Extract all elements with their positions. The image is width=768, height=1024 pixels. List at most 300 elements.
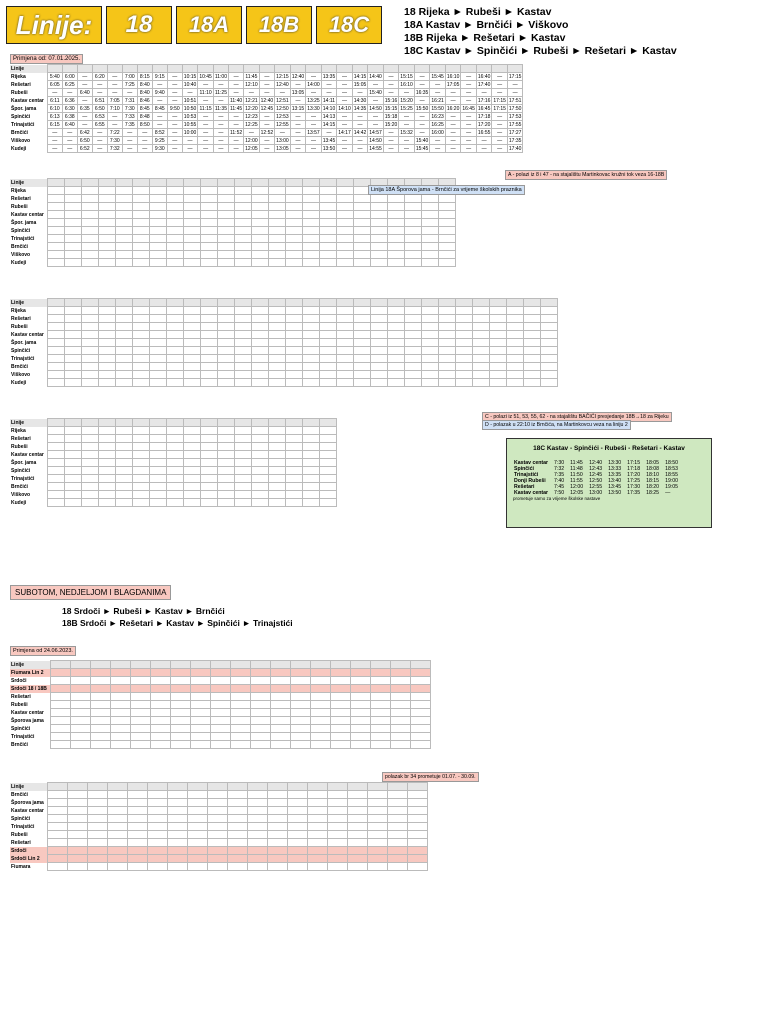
- time-cell: [230, 669, 250, 677]
- time-cell: [336, 371, 353, 379]
- time-cell: [149, 435, 166, 443]
- time-cell: [336, 355, 353, 363]
- time-cell: —: [92, 137, 107, 145]
- time-cell: [370, 717, 390, 725]
- time-cell: [387, 203, 404, 211]
- time-cell: [285, 203, 302, 211]
- time-cell: [98, 211, 115, 219]
- station-name: Špor. jama: [11, 219, 37, 226]
- time-cell: [210, 717, 230, 725]
- time-cell: [336, 219, 353, 227]
- time-cell: [302, 347, 319, 355]
- time-cell: [247, 831, 267, 839]
- time-cell: [115, 307, 132, 315]
- time-cell: 12:45: [260, 105, 274, 112]
- time-cell: [353, 363, 370, 371]
- time-cell: [370, 323, 387, 331]
- time-cell: [98, 315, 115, 323]
- time-cell: —: [445, 137, 461, 145]
- time-cell: [307, 863, 327, 871]
- time-cell: [132, 451, 149, 459]
- time-cell: —: [198, 145, 214, 153]
- time-cell: [132, 499, 149, 507]
- time-cell: [353, 323, 370, 331]
- time-cell: [287, 807, 307, 815]
- time-cell: 16:35: [415, 89, 429, 96]
- time-cell: [47, 339, 64, 347]
- time-cell: [472, 331, 489, 339]
- time-cell: [307, 823, 327, 831]
- time-cell: —: [77, 81, 92, 89]
- time-cell: [110, 725, 130, 733]
- time-cell: 6:13: [47, 113, 62, 121]
- time-cell: [387, 195, 404, 203]
- time-cell: —: [445, 129, 461, 137]
- time-cell: [407, 807, 427, 815]
- time-cell: [210, 693, 230, 701]
- time-cell: [410, 741, 430, 749]
- time-cell: [217, 211, 234, 219]
- time-cell: [200, 499, 217, 507]
- time-cell: [147, 863, 167, 871]
- time-cell: 14:13: [322, 113, 336, 120]
- time-cell: [47, 347, 64, 355]
- time-cell: [287, 855, 307, 863]
- time-cell: 11:45: [229, 105, 243, 112]
- time-cell: [310, 669, 330, 677]
- time-cell: 11:25: [214, 89, 227, 96]
- time-cell: 8:40: [137, 89, 152, 97]
- table-row: [10, 371, 557, 379]
- time-cell: [307, 839, 327, 847]
- time-cell: 12:23: [245, 113, 258, 120]
- time-cell: [115, 203, 132, 211]
- time-cell: 14:55: [369, 145, 382, 152]
- time-cell: [506, 355, 523, 363]
- time-cell: [410, 717, 430, 725]
- time-cell: [285, 475, 302, 483]
- time-cell: [327, 863, 347, 871]
- station-name: Kastav centar: [11, 451, 44, 458]
- time-cell: [147, 815, 167, 823]
- time-cell: 17:16: [477, 97, 491, 104]
- time-cell: [47, 203, 64, 211]
- time-cell: [217, 315, 234, 323]
- time-cell: [200, 435, 217, 443]
- time-cell: [387, 839, 407, 847]
- time-cell: [387, 219, 404, 227]
- time-cell: —: [290, 137, 306, 145]
- time-cell: [147, 791, 167, 799]
- time-cell: [319, 211, 336, 219]
- time-cell: [132, 243, 149, 251]
- time-cell: [270, 717, 290, 725]
- time-cell: [390, 693, 410, 701]
- time-cell: [98, 427, 115, 435]
- time-cell: [47, 371, 64, 379]
- time-cell: [170, 693, 190, 701]
- time-cell: [115, 355, 132, 363]
- time-cell: [285, 331, 302, 339]
- time-cell: [327, 807, 347, 815]
- time-cell: [302, 379, 319, 387]
- time-cell: [110, 733, 130, 741]
- time-cell: [290, 693, 310, 701]
- time-cell: [455, 323, 472, 331]
- time-cell: —: [92, 81, 107, 89]
- table-row: [10, 227, 455, 235]
- time-cell: —: [244, 129, 260, 137]
- note-a: A - polazi iz 8 i 47 - na stajalištu Martinkovac kružni tok veza 16-18B: [505, 170, 667, 180]
- time-cell: [187, 815, 207, 823]
- time-cell: 11:52: [229, 129, 243, 136]
- time-cell: 14:10: [338, 105, 351, 112]
- col-header: [455, 299, 472, 307]
- time-cell: —: [290, 121, 306, 129]
- time-cell: [127, 831, 147, 839]
- weekday-timetable-3: [10, 298, 558, 387]
- time-cell: [285, 499, 302, 507]
- time-cell: [302, 203, 319, 211]
- col-header: [275, 65, 291, 73]
- time-cell: [149, 379, 166, 387]
- time-cell: [370, 677, 390, 685]
- time-cell: [251, 427, 268, 435]
- route-line-18: 18 Rijeka ► Rubeši ► Kastav: [404, 6, 552, 18]
- time-cell: [285, 235, 302, 243]
- time-cell: [268, 339, 285, 347]
- time-cell: [67, 791, 87, 799]
- time-cell: [230, 725, 250, 733]
- time-cell: 14:15: [322, 121, 336, 128]
- time-cell: —: [167, 89, 182, 97]
- col-header: [387, 783, 407, 791]
- station-name: Viškovo: [11, 251, 31, 258]
- station-name: Kudeji: [11, 379, 27, 386]
- time-cell: 18:08: [646, 466, 660, 472]
- time-cell: 8:45: [137, 105, 152, 113]
- time-cell: [268, 227, 285, 235]
- time-cell: [183, 459, 200, 467]
- time-cell: —: [368, 121, 384, 129]
- time-cell: [132, 203, 149, 211]
- time-cell: [350, 741, 370, 749]
- time-cell: [70, 693, 90, 701]
- time-cell: [270, 677, 290, 685]
- time-cell: [270, 685, 290, 693]
- time-cell: [115, 371, 132, 379]
- time-cell: [523, 371, 540, 379]
- time-cell: [319, 339, 336, 347]
- time-cell: [150, 741, 170, 749]
- table-row: [10, 379, 557, 387]
- time-cell: [472, 315, 489, 323]
- col-header: [302, 419, 319, 427]
- time-cell: [370, 243, 387, 251]
- time-cell: 7:00: [122, 73, 137, 81]
- time-cell: [217, 187, 234, 195]
- time-cell: [251, 307, 268, 315]
- time-cell: [327, 855, 347, 863]
- time-cell: [353, 331, 370, 339]
- time-cell: [268, 187, 285, 195]
- time-cell: [455, 347, 472, 355]
- time-cell: 17:20: [627, 472, 641, 478]
- time-cell: 17:27: [508, 129, 522, 136]
- station-name: Kastav centar: [11, 331, 44, 338]
- time-cell: [270, 669, 290, 677]
- time-cell: [336, 187, 353, 195]
- time-cell: [268, 475, 285, 483]
- time-cell: [287, 831, 307, 839]
- station-name: Kudeji: [11, 499, 27, 506]
- time-cell: [268, 323, 285, 331]
- time-cell: [107, 791, 127, 799]
- time-cell: [227, 823, 247, 831]
- col-header: [352, 65, 368, 73]
- time-cell: [47, 219, 64, 227]
- time-cell: [200, 227, 217, 235]
- time-cell: [127, 863, 147, 871]
- time-cell: 14:50: [369, 137, 382, 144]
- col-header-label: Linije: [10, 179, 47, 187]
- station-name: Kudeji: [11, 145, 27, 152]
- time-cell: [64, 491, 81, 499]
- time-cell: [353, 339, 370, 347]
- time-cell: —: [399, 121, 415, 129]
- time-cell: [127, 823, 147, 831]
- time-cell: [302, 259, 319, 267]
- time-cell: 9:50: [167, 105, 182, 113]
- time-cell: [268, 467, 285, 475]
- time-cell: 8:50: [137, 121, 152, 129]
- time-cell: [336, 235, 353, 243]
- time-cell: [187, 831, 207, 839]
- time-cell: [190, 717, 210, 725]
- time-cell: [150, 669, 170, 677]
- time-cell: [187, 863, 207, 871]
- time-cell: [421, 379, 438, 387]
- table-row: [10, 89, 523, 97]
- col-header: [200, 419, 217, 427]
- station-name: Špor. jama: [11, 105, 37, 112]
- time-cell: [523, 323, 540, 331]
- time-cell: [387, 323, 404, 331]
- time-cell: [64, 315, 81, 323]
- time-cell: 6:00: [62, 73, 77, 81]
- station-name: Rijeka: [11, 187, 26, 194]
- time-cell: [183, 323, 200, 331]
- time-cell: [330, 717, 350, 725]
- time-cell: 6:10: [47, 105, 62, 113]
- time-cell: [302, 435, 319, 443]
- time-cell: [290, 669, 310, 677]
- col-header-label: Linije: [10, 661, 50, 669]
- time-cell: [387, 339, 404, 347]
- time-cell: [251, 347, 268, 355]
- time-cell: [367, 855, 387, 863]
- time-cell: [98, 339, 115, 347]
- time-cell: [150, 733, 170, 741]
- time-cell: —: [290, 81, 306, 89]
- time-cell: [187, 807, 207, 815]
- time-cell: [421, 331, 438, 339]
- time-cell: [200, 235, 217, 243]
- time-cell: [147, 831, 167, 839]
- time-cell: [370, 669, 390, 677]
- time-cell: [353, 347, 370, 355]
- weekend-route-18: 18 Srdoči ► Rubeši ► Kastav ► Brnčići: [62, 606, 225, 616]
- time-cell: [285, 459, 302, 467]
- time-cell: —: [228, 121, 243, 129]
- table-row: [10, 475, 336, 483]
- time-cell: [285, 243, 302, 251]
- time-cell: —: [167, 97, 182, 105]
- col-header: [190, 661, 210, 669]
- time-cell: [170, 741, 190, 749]
- note-18a-holiday: Linija 18A Šporova jama - Brnčići za vrijeme školskih praznika: [368, 185, 525, 195]
- time-cell: —: [461, 89, 477, 97]
- time-cell: [132, 443, 149, 451]
- col-header: [90, 661, 110, 669]
- time-cell: [234, 323, 251, 331]
- time-cell: 13:05: [276, 145, 289, 152]
- time-cell: [64, 227, 81, 235]
- col-header: [64, 299, 81, 307]
- time-cell: [370, 339, 387, 347]
- time-cell: [353, 259, 370, 267]
- time-cell: [270, 693, 290, 701]
- station-name: Kastav centar: [514, 490, 549, 496]
- col-header: [166, 179, 183, 187]
- time-cell: [98, 379, 115, 387]
- time-cell: 12:52: [260, 129, 274, 136]
- time-cell: [166, 467, 183, 475]
- col-header: [167, 65, 182, 73]
- time-cell: [489, 339, 506, 347]
- time-cell: —: [213, 81, 228, 89]
- time-cell: [90, 741, 110, 749]
- time-cell: [115, 219, 132, 227]
- time-cell: [107, 839, 127, 847]
- time-cell: [455, 331, 472, 339]
- time-cell: [234, 331, 251, 339]
- time-cell: [270, 741, 290, 749]
- time-cell: —: [167, 81, 182, 89]
- time-cell: [336, 211, 353, 219]
- time-cell: [350, 717, 370, 725]
- time-cell: [438, 219, 455, 227]
- time-cell: [90, 669, 110, 677]
- time-cell: [183, 371, 200, 379]
- time-cell: [170, 725, 190, 733]
- table-row: [10, 807, 427, 815]
- time-cell: [267, 847, 287, 855]
- time-cell: 13:30: [608, 460, 622, 466]
- time-cell: [166, 339, 183, 347]
- time-cell: [285, 339, 302, 347]
- station-name: Brnčići: [11, 243, 28, 250]
- time-cell: [64, 435, 81, 443]
- time-cell: —: [306, 73, 322, 81]
- time-cell: [523, 331, 540, 339]
- time-cell: [268, 451, 285, 459]
- time-cell: [81, 315, 98, 323]
- time-cell: [247, 847, 267, 855]
- time-cell: [310, 725, 330, 733]
- time-cell: [98, 355, 115, 363]
- time-cell: [98, 243, 115, 251]
- time-cell: —: [321, 81, 337, 89]
- time-cell: [207, 863, 227, 871]
- time-cell: [319, 363, 336, 371]
- time-cell: 14:42: [353, 129, 367, 136]
- time-cell: —: [321, 89, 337, 97]
- time-cell: —: [259, 137, 275, 145]
- time-cell: [407, 839, 427, 847]
- time-cell: [370, 315, 387, 323]
- time-cell: [90, 701, 110, 709]
- time-cell: [336, 363, 353, 371]
- col-header: [251, 299, 268, 307]
- time-cell: [251, 243, 268, 251]
- time-cell: [302, 355, 319, 363]
- time-cell: —: [47, 129, 62, 137]
- time-cell: [387, 259, 404, 267]
- time-cell: [319, 331, 336, 339]
- time-cell: 10:53: [183, 113, 197, 120]
- time-cell: [170, 685, 190, 693]
- time-cell: [387, 243, 404, 251]
- col-header: [250, 661, 270, 669]
- time-cell: —: [383, 73, 399, 81]
- time-cell: [170, 709, 190, 717]
- time-cell: 7:32: [107, 145, 122, 153]
- time-cell: —: [198, 121, 214, 129]
- time-cell: —: [152, 97, 167, 105]
- time-cell: 17:30: [627, 484, 641, 490]
- time-cell: [147, 847, 167, 855]
- time-cell: [327, 831, 347, 839]
- time-cell: 15:15: [384, 105, 398, 112]
- station-name: Brnčići: [11, 129, 28, 136]
- time-cell: [47, 187, 64, 195]
- time-cell: [302, 195, 319, 203]
- col-header: [87, 783, 107, 791]
- time-cell: [285, 323, 302, 331]
- time-cell: [210, 741, 230, 749]
- time-cell: [234, 243, 251, 251]
- time-cell: [87, 791, 107, 799]
- time-cell: [251, 371, 268, 379]
- time-cell: [217, 379, 234, 387]
- time-cell: [438, 347, 455, 355]
- col-header: [132, 419, 149, 427]
- time-cell: [421, 235, 438, 243]
- col-header: [350, 661, 370, 669]
- time-cell: [234, 355, 251, 363]
- time-cell: [251, 227, 268, 235]
- col-header: [319, 179, 336, 187]
- time-cell: [404, 331, 421, 339]
- time-cell: [250, 717, 270, 725]
- time-cell: [81, 451, 98, 459]
- time-cell: 18:50: [665, 460, 679, 466]
- time-cell: [330, 685, 350, 693]
- time-cell: [67, 807, 87, 815]
- time-cell: [149, 251, 166, 259]
- time-cell: [217, 235, 234, 243]
